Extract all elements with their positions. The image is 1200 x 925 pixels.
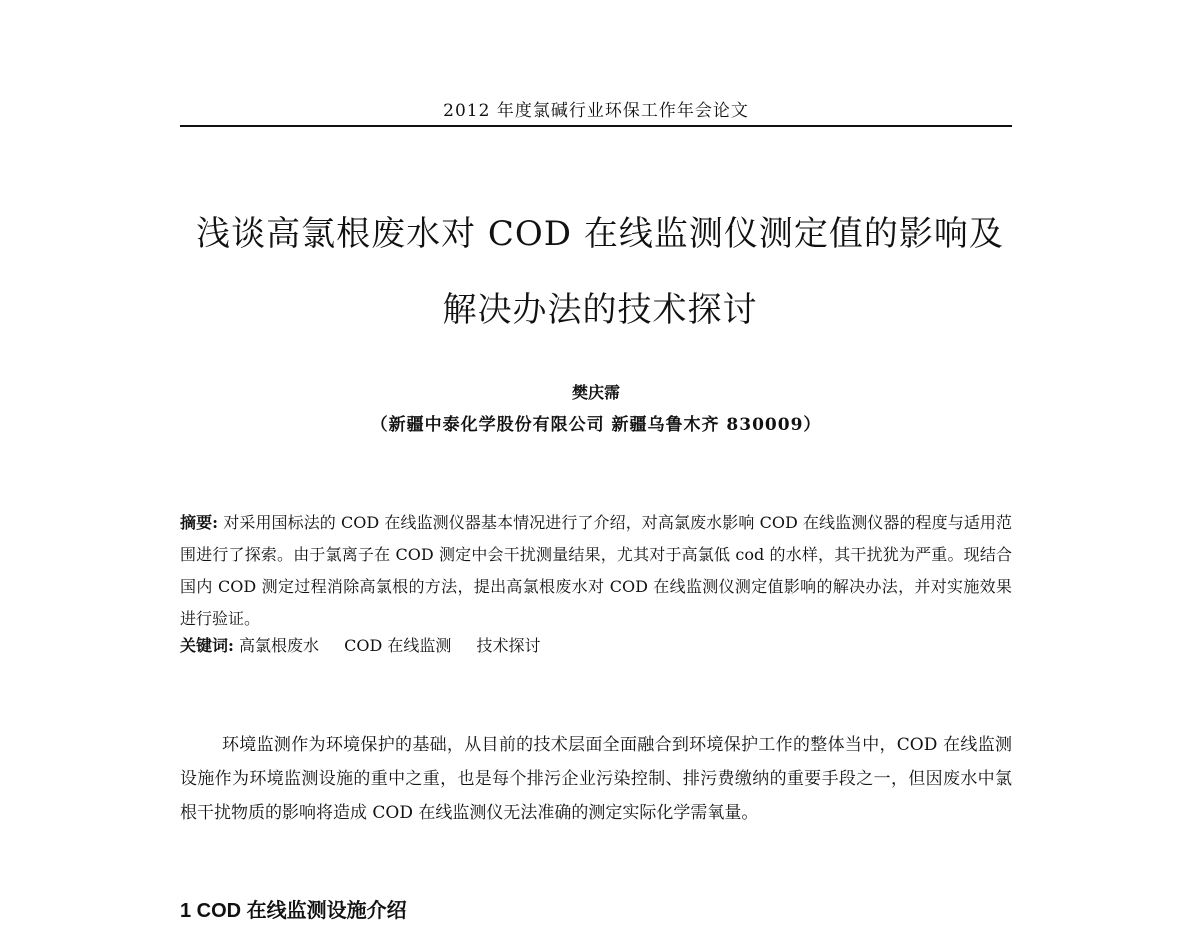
abstract-text: 对采用国标法的 COD 在线监测仪器基本情况进行了介绍，对高氯废水影响 COD 在线监测仪器的程度与适用范围进行了探索。由于氯离子在 COD 测定中会干扰测量结果，尤其对于高氯低 cod 的水样，其干扰犹为严重。现结合国内 COD 测定过程消除高氯根的方法，提出高氯根废水对 COD 在线监测仪测定值影响的解决办法，并对实施效果进行验证。 bbox=[180, 513, 1012, 628]
running-header: 2012 年度氯碱行业环保工作年会论文 bbox=[443, 101, 749, 121]
keyword-item: COD 在线监测 bbox=[344, 636, 452, 655]
section-heading-1: 1 COD 在线监测设施介绍 bbox=[180, 900, 407, 922]
author-affiliation: （新疆中泰化学股份有限公司 新疆乌鲁木齐 830009） bbox=[370, 415, 822, 435]
paper-title-line-2: 解决办法的技术探讨 bbox=[442, 290, 758, 330]
author-name: 樊庆霈 bbox=[571, 383, 620, 402]
keyword-item: 技术探讨 bbox=[476, 636, 541, 655]
keyword-item: 高氯根废水 bbox=[239, 636, 320, 655]
abstract-label: 摘要: bbox=[180, 513, 219, 532]
intro-paragraph: 环境监测作为环境保护的基础，从目前的技术层面全面融合到环境保护工作的整体当中，COD 在线监测设施作为环境监测设施的重中之重，也是每个排污企业污染控制、排污费缴纳的重要手段之一，但因废水中氯根干扰物质的影响将造成 COD 在线监测仪无法准确的测定实际化学需氧量。 bbox=[180, 735, 1012, 823]
keywords bbox=[180, 632, 1012, 660]
keywords-label: 关键词: bbox=[180, 636, 234, 655]
abstract bbox=[180, 507, 1012, 635]
paper-title-line-1: 浅谈高氯根废水对 COD 在线监测仪测定值的影响及 bbox=[196, 214, 1004, 254]
header-rule bbox=[180, 125, 1012, 127]
